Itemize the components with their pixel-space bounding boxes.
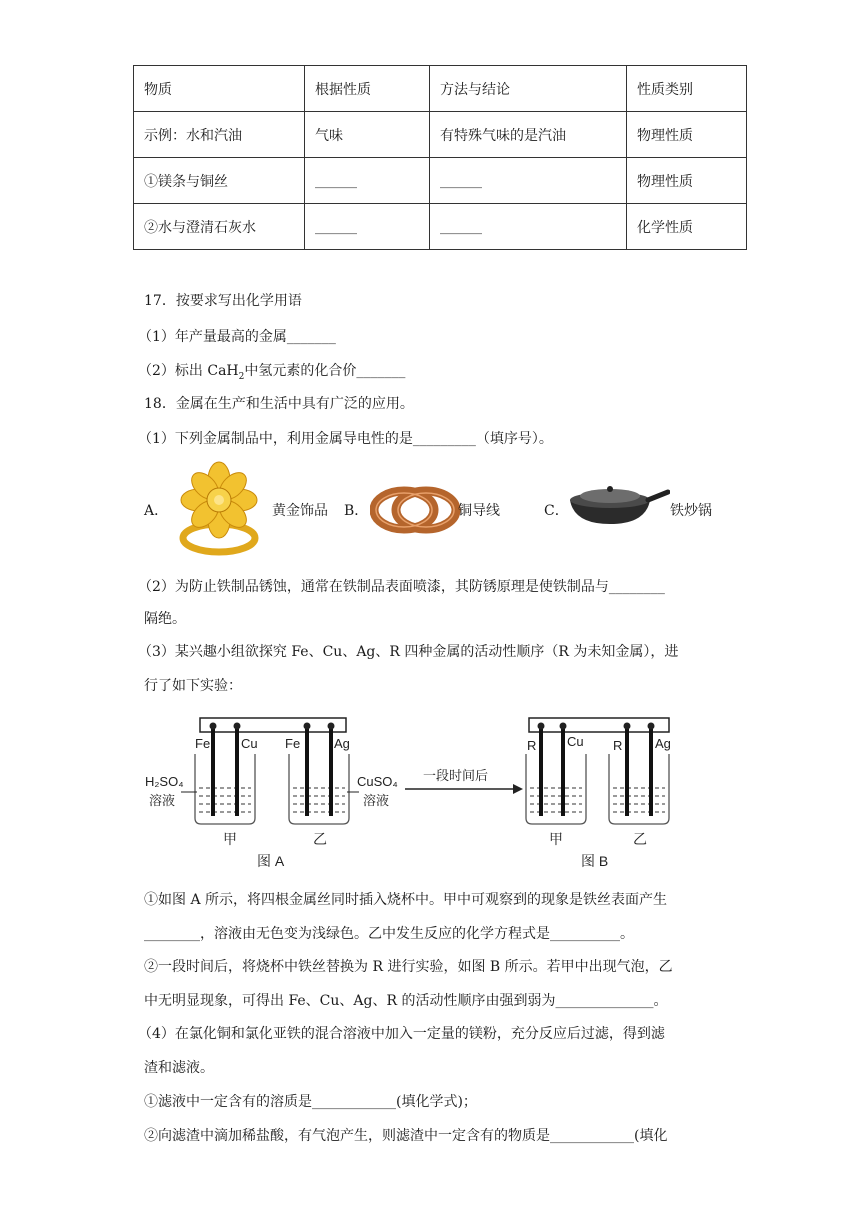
- sub-question-1-line1: ①如图 A 所示，将四根金属丝同时插入烧杯中。甲中可观察到的现象是铁丝表面产生: [144, 892, 668, 908]
- table-row: [134, 204, 747, 250]
- wire-label: Ag: [655, 736, 671, 751]
- beaker-name: 乙: [313, 831, 327, 847]
- table-cell: ______: [430, 158, 627, 204]
- fig-a-caption: 图 A: [257, 853, 285, 869]
- option-a-label: 黄金饰品: [272, 503, 328, 519]
- table-cell: 有特殊气味的是汽油: [430, 112, 627, 158]
- wire-label: Fe: [285, 736, 301, 751]
- question-18-title: 18．金属在生产和生活中具有广泛的应用。: [144, 396, 414, 412]
- arrow-label: 一段时间后: [423, 768, 489, 783]
- table-row: [134, 158, 747, 204]
- option-c-letter: C．: [544, 503, 569, 519]
- table-header-cell: 性质类别: [627, 66, 747, 112]
- table-header-row: [134, 66, 747, 112]
- q17-p2-text: 中氢元素的化合价_______: [244, 363, 406, 379]
- option-b-label: 铜导线: [458, 503, 500, 519]
- question-17-part-2: [138, 360, 405, 382]
- table-cell: ______: [430, 204, 627, 250]
- beaker-name: 乙: [633, 831, 647, 847]
- beaker-name: 甲: [549, 831, 563, 847]
- table-header-cell: 物质: [134, 66, 305, 112]
- table-cell: 物理性质: [627, 112, 747, 158]
- right-solution-formula: CuSO₄: [357, 774, 398, 789]
- question-17-title: 17．按要求写出化学用语: [144, 293, 302, 309]
- table-row: [134, 112, 747, 158]
- option-c-label: 铁炒锅: [670, 503, 712, 519]
- copper-wire-coil-image: [370, 486, 462, 534]
- question-18-part-3-line1: （3）某兴趣小组欲探究 Fe、Cu、Ag、R 四种金属的活动性顺序（R 为未知金属），进: [138, 644, 679, 660]
- sub-question-3: ①滤液中一定含有的溶质是____________(填化学式)；: [144, 1094, 477, 1110]
- gold-flower-ring-image: [170, 458, 268, 558]
- table-cell: ②水与澄清石灰水: [134, 204, 305, 250]
- experiment-figure: [143, 712, 713, 874]
- table-header-cell: 方法与结论: [430, 66, 627, 112]
- option-b-letter: B．: [344, 503, 369, 519]
- table-cell: ①镁条与铜丝: [134, 158, 305, 204]
- wire-label: R: [527, 738, 537, 753]
- question-18-part-4-line2: 渣和滤液。: [144, 1060, 214, 1076]
- table-cell: 化学性质: [627, 204, 747, 250]
- arrow-head: [513, 784, 523, 794]
- sub-question-1-line2: ________，溶液由无色变为浅绿色。乙中发生反应的化学方程式是__________。: [144, 926, 634, 942]
- beaker-name: 甲: [223, 831, 237, 847]
- subscript: 2: [238, 371, 245, 382]
- table-cell: ______: [305, 158, 430, 204]
- iron-wok-image: [566, 482, 670, 528]
- question-18-part-3-line2: 行了如下实验：: [144, 678, 242, 694]
- wire-label: Cu: [567, 734, 584, 749]
- left-solution-formula: H₂SO₄: [145, 774, 184, 789]
- wire-label: Ag: [334, 736, 350, 751]
- table-header-cell: 根据性质: [305, 66, 430, 112]
- question-18-part-2-line1: （2）为防止铁制品锈蚀，通常在铁制品表面喷漆，其防锈原理是使铁制品与________: [138, 579, 665, 595]
- right-solution-word: 溶液: [363, 793, 390, 808]
- question-18-part-4-line1: （4）在氯化铜和氯化亚铁的混合溶液中加入一定量的镁粉，充分反应后过滤，得到滤: [138, 1026, 665, 1042]
- table-cell: 物理性质: [627, 158, 747, 204]
- question-18-part-1: （1）下列金属制品中，利用金属导电性的是_________（填序号）。: [138, 431, 553, 447]
- q17-p2-text: （2）标出 CaH: [138, 363, 239, 379]
- left-solution-word: 溶液: [149, 793, 176, 808]
- table-cell: ______: [305, 204, 430, 250]
- fig-b-caption: 图 B: [581, 853, 609, 869]
- sub-question-2-line1: ②一段时间后，将烧杯中铁丝替换为 R 进行实验，如图 B 所示。若甲中出现气泡，乙: [144, 959, 673, 975]
- fig-a-frame: [200, 718, 346, 732]
- table-cell: 气味: [305, 112, 430, 158]
- wire-label: Cu: [241, 736, 258, 751]
- wire-label: R: [613, 738, 623, 753]
- sub-question-2-line2: 中无明显现象，可得出 Fe、Cu、Ag、R 的活动性顺序由强到弱为______________。: [144, 993, 668, 1009]
- question-17-part-1: （1）年产量最高的金属_______: [138, 329, 336, 345]
- question-18-part-2-line2: 隔绝。: [144, 611, 186, 627]
- wire-label: Fe: [195, 736, 211, 751]
- property-table: [133, 65, 747, 250]
- sub-question-4: ②向滤渣中滴加稀盐酸，有气泡产生，则滤渣中一定含有的物质是____________(填化: [144, 1128, 668, 1144]
- table-cell: 示例：水和汽油: [134, 112, 305, 158]
- option-a-letter: A．: [144, 503, 169, 519]
- options-row: [144, 458, 724, 558]
